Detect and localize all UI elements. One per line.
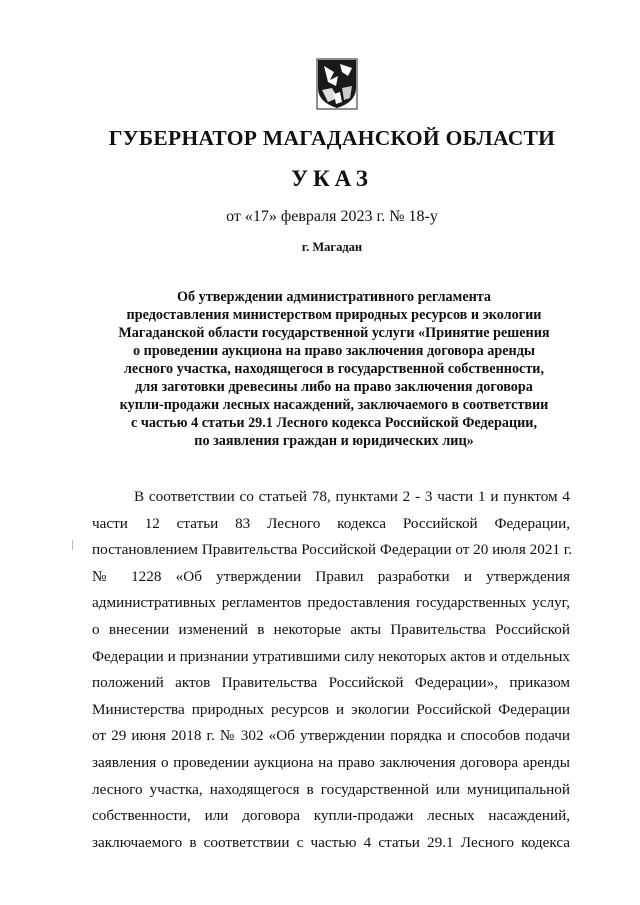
decree-subject (90, 288, 578, 450)
subject-line: предоставления министерством природных ресурсов и экологии (126, 307, 542, 323)
subject-line: по заявления граждан и юридических лиц» (194, 433, 474, 449)
body-line: от 29 июня 2018 г. № 302 «Об утверждении порядка и способов подачи (92, 727, 570, 745)
body-line: административных регламентов предоставления государственных услуг, (92, 594, 570, 612)
decree-date-number: от «17» февраля 2023 г. № 18-у (226, 208, 438, 225)
body-line: лесного участка, находящегося в государственной или муниципальной (92, 780, 570, 798)
issue-city: г. Магадан (301, 240, 363, 254)
body-line: заявления о проведении аукциона на право заключения договора аренды (92, 753, 570, 771)
subject-line: с частью 4 статьи 29.1 Лесного кодекса Российской Федерации, (130, 415, 538, 431)
body-line: положений актов Правительства Российской Федерации», приказом (92, 674, 570, 692)
scan-mark (72, 540, 73, 550)
body-line: постановлением Правительства Российской Федерации от 20 июля 2021 г. (92, 541, 573, 559)
subject-line: купли-продажи лесных насаждений, заключаемого в соответствии (119, 397, 549, 413)
document-type-title: УКАЗ (291, 166, 373, 191)
coat-of-arms-icon (316, 58, 358, 110)
subject-line: Магаданской области государственной услуги «Принятие решения (118, 325, 550, 341)
subject-line: лесного участка, находящегося в государственной собственности, (123, 361, 545, 377)
body-line: собственности, или договора купли-продажи лесных насаждений, (92, 807, 570, 825)
decree-body-paragraph (92, 484, 573, 856)
subject-line: о проведении аукциона на право заключения договора аренды (133, 343, 535, 359)
subject-line: Об утверждении административного регламента (176, 289, 492, 305)
issuer-title: ГУБЕРНАТОР МАГАДАНСКОЙ ОБЛАСТИ (108, 126, 556, 150)
body-line: части 12 статьи 83 Лесного кодекса Российской Федерации, (92, 514, 570, 532)
body-line: о внесении изменений в некоторые акты Правительства Российской (92, 620, 570, 638)
body-line: В соответствии со статьей 78, пунктами 2 - 3 части 1 и пунктом 4 (134, 488, 570, 505)
body-line: № 1228 «Об утверждении Правил разработки и утверждения (92, 567, 570, 585)
subject-line: для заготовки древесины либо на право заключения договора (135, 379, 533, 395)
body-line: Министерства природных ресурсов и экологии Российской Федерации (92, 700, 570, 718)
body-line: Федерации и признании утратившими силу некоторых актов и отдельных (92, 647, 570, 665)
body-line: заключаемого в соответствии с частью 4 статьи 29.1 Лесного кодекса (92, 833, 570, 851)
